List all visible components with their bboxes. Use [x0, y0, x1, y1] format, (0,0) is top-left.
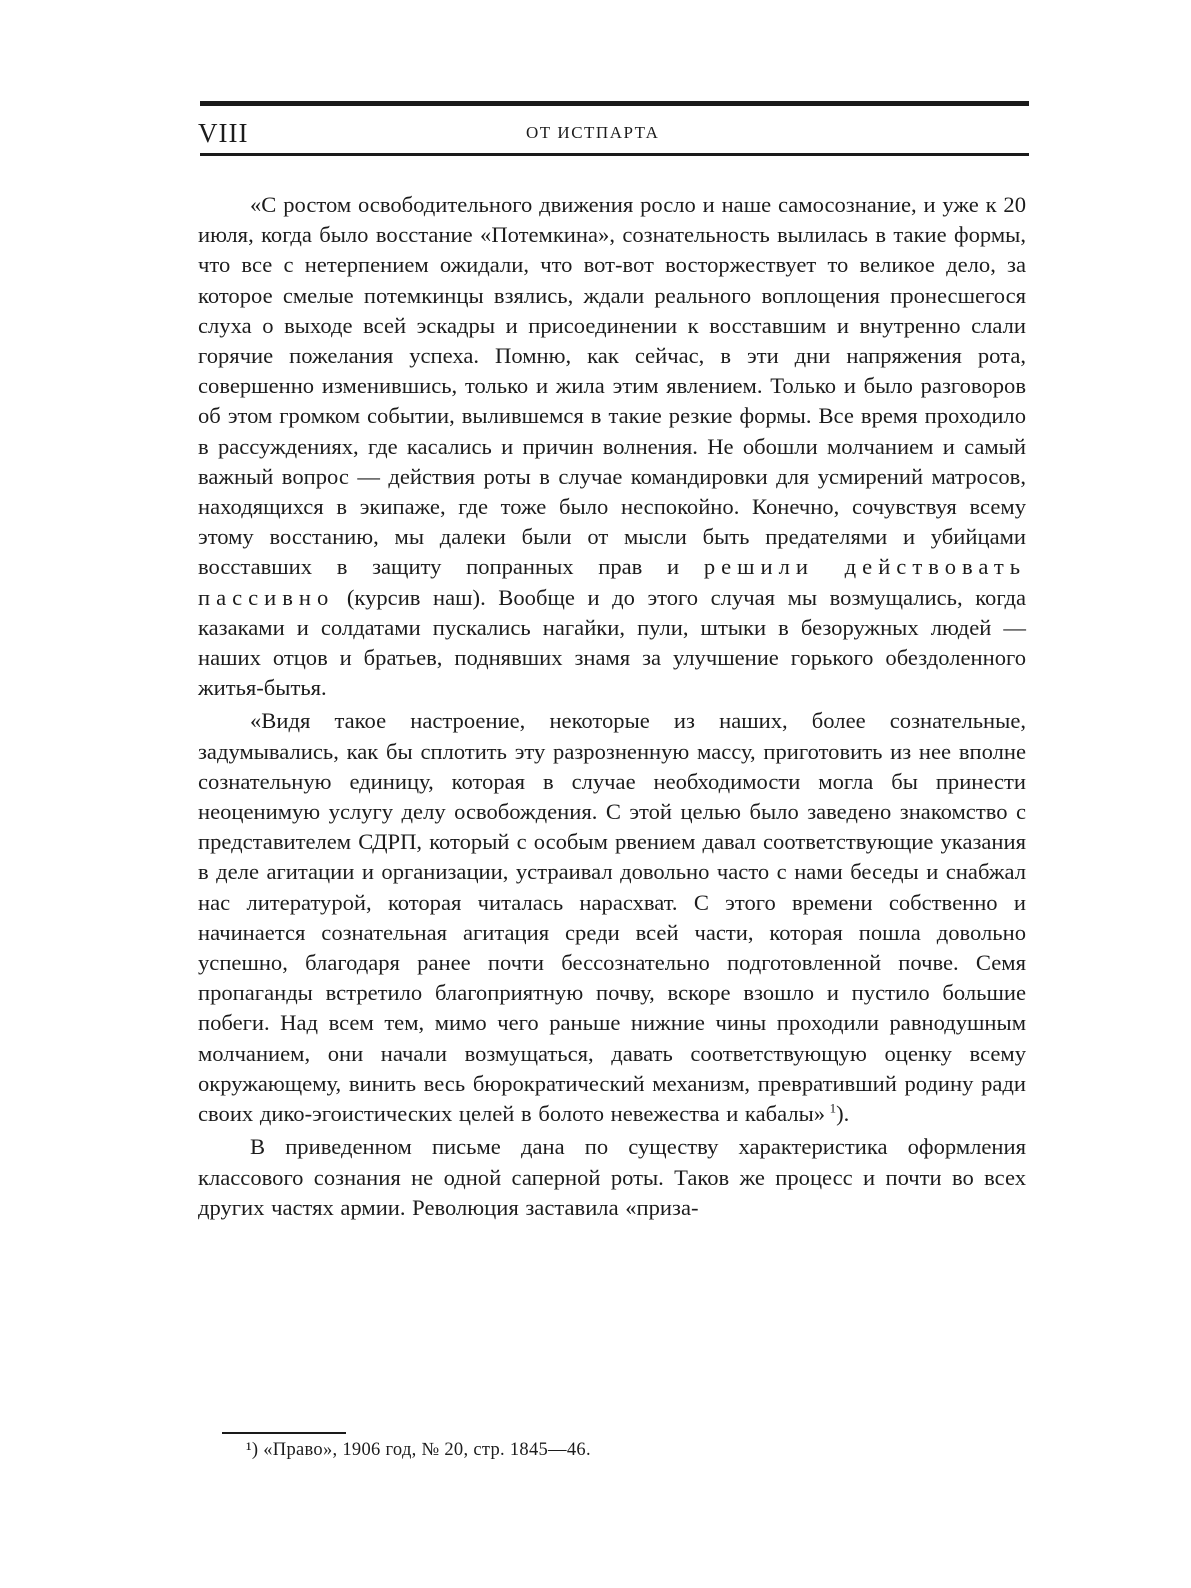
- paragraph-3: [198, 1132, 1026, 1223]
- paragraph-2: [198, 706, 1026, 1129]
- paragraph-2-text: «Видя такое настроение, некоторые из наших, более сознательные, задумывались, как бы сплотить эту разрозненную массу, приготовить из нее вполне сознательную единицу, которая в случае необходимости могла бы принести неоценимую услугу делу освобождения. С этой целью было заведено знакомство с представителем СДРП, который с особым рвением давал соответствующие указания в деле агитации и организации, устраивал довольно часто с нами беседы и снабжал нас литературой, которая читалась нарасхват. С этого времени собственно и начинается сознательная агитация среди всей части, которая пошла довольно успешно, благодаря ранее почти бессознательно подготовленной почве. Семя пропаганды встретило благоприятную почву, вскоре взошло и пустило большие побеги. Над всем тем, мимо чего раньше нижние чины проходили равнодушным молчанием, они начали возмущаться, давать соответствующую оценку всему окружающему, винить весь бюрократический механизм, превративший родину ради своих дико-эгоистических целей в болото невежества и кабалы»: [198, 708, 1026, 1127]
- running-title: ОТ ИСТПАРТА: [526, 123, 660, 142]
- paragraph-3-text: В приведенном письме дана по существу характеристика оформления классового сознания не одной саперной роты. Таков же процесс и почти во всех других частях армии. Революция заставила «призa-: [198, 1134, 1026, 1220]
- main-text: [198, 190, 1026, 1223]
- emphasized-text: решили действовать пассивно: [198, 554, 1026, 610]
- page-number: VIII: [198, 118, 249, 148]
- header-rule-top: [200, 101, 1029, 106]
- header-rule-bottom: [200, 153, 1029, 156]
- footnote-reference: 1: [829, 1100, 837, 1116]
- paragraph-1-text-b: (курсив наш). Вообще и до этого случая мы возмущались, когда казаками и солдатами пускались нагайки, пули, штыки в безоружных людей — наших отцов и братьев, поднявших знамя за улучшение горького обездоленного житья-бытья.: [198, 584, 1026, 701]
- footnote: [246, 1440, 591, 1461]
- footnote-rule: [222, 1432, 346, 1434]
- footnote-text: «Право», 1906 год, № 20, стр. 1845—46.: [263, 1440, 591, 1460]
- footnote-marker: ¹): [246, 1440, 259, 1460]
- paragraph-1: [198, 190, 1026, 703]
- paragraph-1-text-a: «С ростом освободительного движения росло и наше самосознание, и уже к 20 июля, когда было восстание «Потемкина», сознательность вылилась в такие формы, что все с нетерпением ожидали, что вот-вот восторжествует то великое дело, за которое смелые потемкинцы взялись, ждали реального воплощения пронесшегося слуха о выходе всей эскадры и присоединении к восставшим и внутренно слали горячие пожелания успеха. Помню, как сейчас, в эти дни напряжения рота, совершенно изменившись, только и жила этим явлением. Только и было разговоров об этом громком событии, вылившемся в такие резкие формы. Все время проходило в рассуждениях, где касались и причин волнения. Не обошли молчанием и самый важный вопрос — действия роты в случае командировки для усмирений матросов, находящихся в экипаже, где тоже было неспокойно. Конечно, сочувствуя всему этому восстанию, мы далеки были от мысли быть предателями и убийцами восставших в защиту попранных прав и: [198, 192, 1026, 580]
- paragraph-2-tail: ).: [836, 1101, 850, 1127]
